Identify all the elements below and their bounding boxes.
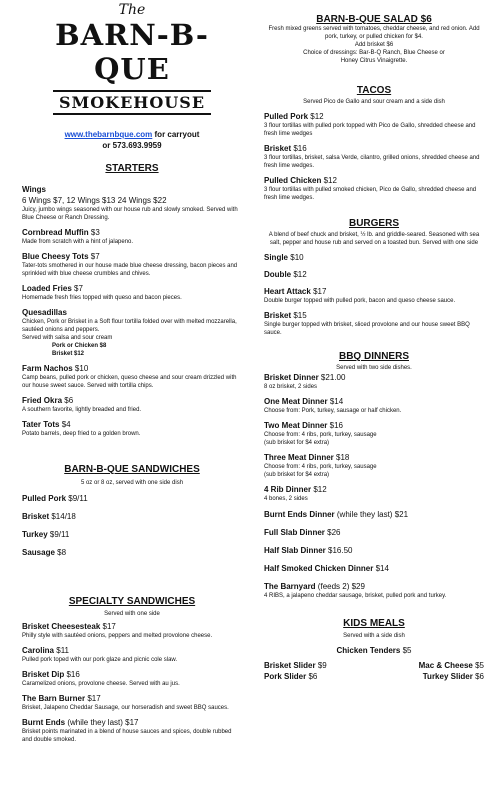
item-option: Brisket $12: [52, 351, 85, 357]
item-name: The Barnyard: [264, 582, 316, 591]
item-price: $12: [323, 176, 337, 185]
item-desc: A southern favorite, lightly breaded and fried.: [22, 407, 142, 413]
item-name: One Meat Dinner: [264, 397, 328, 406]
salad-addon: Add brisket $6: [354, 42, 394, 48]
item-extra: (feeds 2): [315, 582, 350, 591]
menu-item: [22, 307, 242, 358]
item-name: Two Meat Dinner: [264, 421, 328, 430]
item-price: $12: [313, 485, 327, 494]
item-name: Pulled Chicken: [264, 176, 322, 185]
menu-item: [264, 396, 484, 415]
menu-item: [22, 645, 242, 664]
menu-item: [22, 395, 242, 414]
menu-item: [264, 175, 484, 202]
item-price: $29: [351, 582, 365, 591]
specialty-sub: Served with one side: [104, 611, 160, 617]
burgers-sub: A blend of beef chuck and brisket, ½ lb. and griddle-seared. Seasoned with sea salt, pepper and house rub and served on a toasted bun. Served with one side: [268, 232, 480, 246]
menu-item: [264, 143, 484, 170]
item-name: Full Slab Dinner: [264, 528, 325, 537]
item-option: Pork or Chicken $8: [52, 343, 107, 349]
item-name: Turkey: [22, 530, 48, 539]
item-name: Loaded Fries: [22, 284, 72, 293]
item-desc: Double burger topped with pulled pork, bacon and queso cheese sauce.: [264, 298, 456, 304]
item-price: $3: [90, 228, 100, 237]
item-desc: Philly style with sautéed onions, peppers and melted provolone cheese.: [22, 633, 213, 639]
item-desc: 4 RIBS, a jalapeno cheddar sausage, brisket, pulled pork and turkey.: [264, 593, 447, 599]
item-name: Quesadillas: [22, 308, 67, 317]
menu-item: [22, 669, 242, 688]
item-name: Wings: [22, 185, 46, 194]
item-name: Pulled Pork: [22, 494, 67, 503]
item-price: $17: [87, 694, 101, 703]
item-price: $17: [313, 287, 327, 296]
item-name: Brisket: [22, 512, 50, 521]
item-name: Mac & Cheese: [418, 661, 473, 670]
menu-item: [264, 581, 484, 600]
item-name: Half Smoked Chicken Dinner: [264, 564, 374, 573]
item-name: Brisket Dip: [22, 670, 65, 679]
menu-item: [22, 251, 242, 278]
menu-item: [22, 717, 242, 744]
item-desc: 8 oz brisket, 2 sides: [264, 384, 318, 390]
item-name: Three Meat Dinner: [264, 453, 334, 462]
menu-item: [264, 111, 484, 138]
salad-dressings: Choice of dressings: Bar-B-Q Ranch, Blue Cheese or: [303, 50, 445, 56]
item-price: $14/18: [51, 512, 76, 521]
item-price: $16: [329, 421, 344, 430]
logo-smokehouse: SMOKEHOUSE: [53, 90, 211, 115]
item-price: $16: [293, 144, 307, 153]
salad-desc: Fresh mixed greens served with tomatoes, cheddar cheese, and red onion. Add pork, turkey, or pulled chicken for $4.: [268, 26, 480, 40]
sandwiches-heading: BARN-B-QUE SANDWICHES: [64, 464, 200, 475]
item-price: $16: [66, 670, 80, 679]
item-name: Single: [264, 253, 289, 262]
item-name: Half Slab Dinner: [264, 546, 326, 555]
menu-item: [22, 227, 242, 246]
restaurant-logo: [22, 2, 242, 115]
menu-item: [22, 693, 242, 712]
item-price: $12: [310, 112, 324, 121]
item-name: Burnt Ends: [22, 718, 66, 727]
item-name: Turkey Slider: [422, 672, 473, 681]
item-name: Brisket: [264, 144, 292, 153]
menu-item: [264, 452, 484, 479]
item-price: $6: [475, 672, 484, 681]
item-name: Heart Attack: [264, 287, 311, 296]
item-desc: Potato barrels, deep fried to a golden brown.: [22, 431, 141, 437]
item-name: Carolina: [22, 646, 55, 655]
item-name: Sausage: [22, 548, 55, 557]
item-price: $17: [125, 718, 139, 727]
item-price: 6 Wings $7, 12 Wings $13 24 Wings $22: [22, 196, 167, 205]
item-price: $21: [394, 510, 409, 519]
item-price: $7: [74, 284, 83, 293]
item-desc: Made from scratch with a hint of jalapeno.: [22, 239, 134, 245]
item-desc: 3 flour tortillas, brisket, salsa Verde, cilantro, grilled onions, shredded cheese and fresh lime wedges.: [264, 155, 480, 169]
item-name: The Barn Burner: [22, 694, 86, 703]
item-extra: (while they last): [334, 510, 393, 519]
specialty-heading: SPECIALTY SANDWICHES: [68, 596, 196, 607]
menu-item: [22, 363, 242, 390]
item-price: $7: [90, 252, 100, 261]
item-desc: Choose from: 4 ribs, pork, turkey, sausage: [264, 464, 377, 470]
kids-sub: Served with a side dish: [343, 633, 405, 639]
item-name: Burnt Ends Dinner: [264, 510, 335, 519]
salad-dressings-2: Honey Citrus Vinaigrette.: [340, 58, 408, 64]
item-name: 4 Rib Dinner: [264, 485, 312, 494]
item-price: $12: [293, 270, 307, 279]
menu-item: [264, 286, 484, 305]
item-name: Cornbread Muffin: [22, 228, 89, 237]
item-price: $9/11: [49, 530, 70, 539]
menu-item: [264, 420, 484, 447]
right-column: [264, 14, 484, 682]
left-column: [22, 0, 242, 744]
item-desc: Camp beans, pulled pork or chicken, queso cheese and sour cream drizzled with our house sweet sauce. Served with tortilla chips.: [22, 375, 237, 389]
menu-item: [22, 419, 242, 438]
sandwiches-sub: 5 oz or 8 oz, served with one side dish: [80, 480, 184, 486]
item-name: Farm Nachos: [22, 364, 73, 373]
item-price: $14: [375, 564, 389, 573]
tacos-sub: Served Pico de Gallo and sour cream and a side dish: [303, 99, 445, 105]
item-price: $26: [327, 528, 341, 537]
contact-info: [22, 129, 242, 151]
item-price: $5: [402, 646, 412, 655]
item-price: $8: [57, 548, 67, 557]
item-desc: Choose from: 4 ribs, pork, turkey, sausage: [264, 432, 377, 438]
item-desc: (sub brisket for $4 extra): [264, 472, 330, 478]
item-desc: Single burger topped with brisket, sliced provolone and our house sweet BBQ sauce.: [264, 322, 470, 336]
item-price: $18: [336, 453, 350, 462]
dinners-heading: BBQ DINNERS: [338, 351, 409, 362]
item-desc: Pulled pork toped with our pork glaze and picnic cole slaw.: [22, 657, 178, 663]
item-desc: 3 flour tortillas with pulled smoked chicken, Pico de Gallo, shredded cheese and fresh lime wedges.: [264, 187, 477, 201]
item-price: $9: [317, 661, 327, 670]
carryout-text: for carryout: [152, 130, 200, 139]
item-name: Brisket Slider: [264, 661, 316, 670]
menu-item: [264, 484, 484, 503]
item-price: $6: [64, 396, 74, 405]
item-price: $16.50: [328, 546, 353, 555]
starters-heading: STARTERS: [105, 163, 159, 174]
dinners-sub: Served with two side dishes.: [336, 365, 412, 371]
item-served: Served with salsa and sour cream: [22, 335, 113, 341]
item-desc: Homemade fresh fries topped with queso and bacon pieces.: [22, 295, 182, 301]
item-desc: Juicy, jumbo wings seasoned with our house rub and slowly smoked. Served with Blue Cheese or Ranch Dressing.: [22, 207, 238, 221]
item-name: Pork Slider: [264, 672, 307, 681]
item-extra: (while they last): [65, 718, 123, 727]
item-desc: 3 flour tortillas with pulled pork topped with Pico de Gallo, shredded cheese and fresh lime wedges: [264, 123, 476, 137]
item-name: Brisket: [264, 311, 292, 320]
item-name: Brisket Cheesesteak: [22, 622, 101, 631]
item-name: Blue Cheesy Tots: [22, 252, 89, 261]
item-name: Pulled Pork: [264, 112, 309, 121]
item-name: Brisket Dinner: [264, 373, 319, 382]
item-name: Chicken Tenders: [336, 646, 401, 655]
item-desc: Chicken, Pork or Brisket in a Soft flour tortilla folded over with melted mozzarella, sautéed onions and peppers.: [22, 319, 237, 333]
item-desc: (sub brisket for $4 extra): [264, 440, 330, 446]
item-price: $9/11: [68, 494, 88, 503]
item-desc: Brisket points marinated in a blend of house sauces and spices, double rubbed and double smoked.: [22, 729, 232, 743]
item-price: $21.00: [320, 373, 346, 382]
menu-item: [264, 310, 484, 337]
logo-name: BARN-B-QUE: [55, 18, 209, 86]
website-link[interactable]: www.thebarnbque.com: [64, 130, 153, 139]
kids-heading: KIDS MEALS: [343, 618, 405, 629]
menu-item: [22, 621, 242, 640]
phone-number: or 573.693.9959: [102, 141, 162, 150]
item-desc: 4 bones, 2 sides: [264, 496, 308, 502]
item-price: $17: [102, 622, 116, 631]
menu-item: [264, 372, 484, 391]
item-price: $10: [290, 253, 304, 262]
salad-heading: BARN-B-QUE SALAD $6: [316, 14, 432, 25]
menu-item: [22, 283, 242, 302]
item-name: Double: [264, 270, 292, 279]
tacos-heading: TACOS: [356, 85, 392, 96]
item-desc: Tater-tots smothered in our house made blue cheese dressing, bacon pieces and sprinkled with blue cheese crumbles and chives.: [22, 263, 238, 277]
menu-item: [22, 184, 242, 222]
item-desc: Brisket, Jalapeno Cheddar Sausage, our horseradish and sweet BBQ sauces.: [22, 705, 229, 711]
item-name: Fried Okra: [22, 396, 63, 405]
item-price: $14: [329, 397, 344, 406]
item-desc: Choose from: Pork, turkey, sausage or half chicken.: [264, 408, 402, 414]
item-price: $5: [475, 661, 484, 670]
item-name: Tater Tots: [22, 420, 60, 429]
item-desc: Caramelized onions, provolone cheese. Served with au jus.: [22, 681, 180, 687]
item-price: $15: [293, 311, 307, 320]
item-price: $10: [74, 364, 89, 373]
item-price: $4: [61, 420, 71, 429]
item-price: $11: [56, 646, 70, 655]
burgers-heading: BURGERS: [348, 218, 399, 229]
item-price: $6: [308, 672, 318, 681]
logo-the: The: [118, 2, 146, 18]
